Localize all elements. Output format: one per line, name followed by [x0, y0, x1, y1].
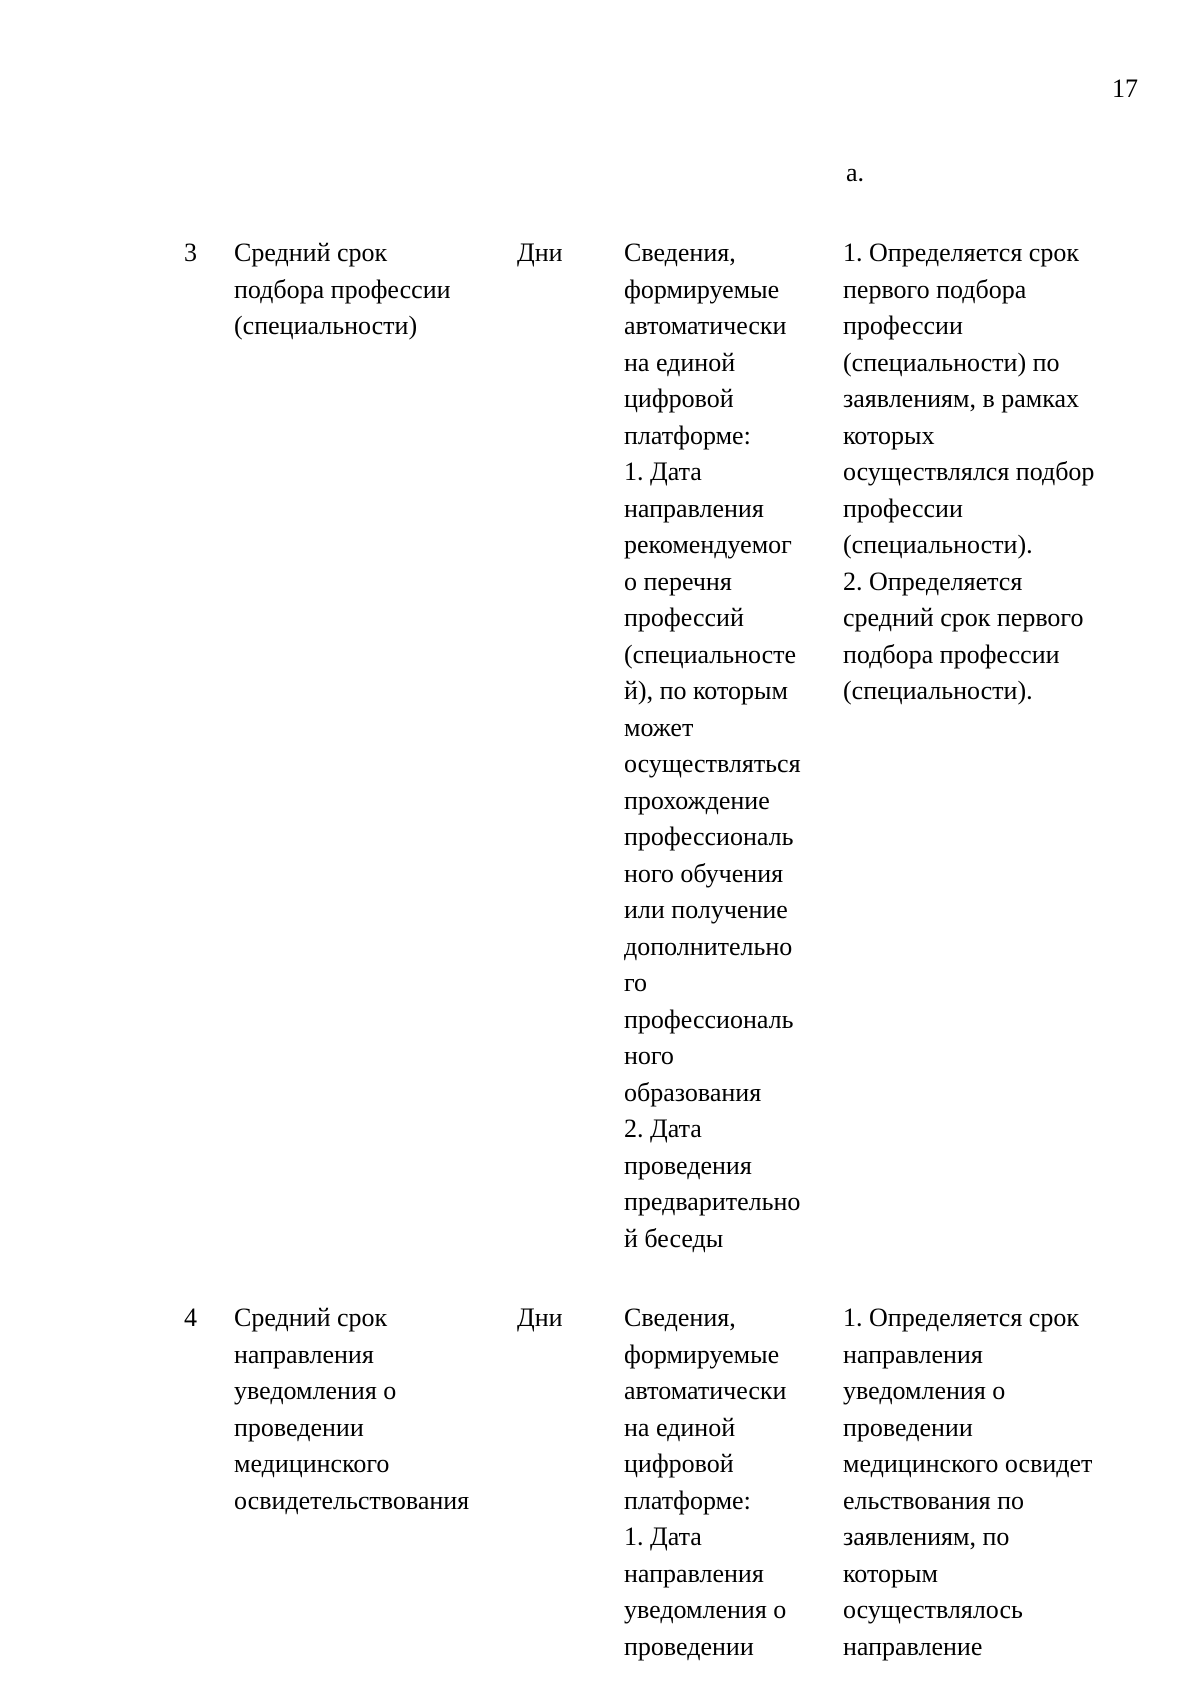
- data-source: Сведения, формируемые автоматически на единой цифровой платформе: 1. Дата направления рекомендуемог о перечня профессий (специальносте й), по которым может осуществляться прохождение профессиональ ного обучения или получение дополнительно го профессиональ ного образования 2. Дата проведения предварительно й беседы: [624, 238, 801, 1253]
- row-number: 3: [184, 238, 197, 267]
- calculation-method: 1. Определяется срок первого подбора профессии (специальности) по заявлениям, в рамках которых осуществлялся подбор профессии (специальности). 2. Определяется средний срок первого подбора профессии (специальности).: [843, 238, 1095, 705]
- indicator-name: Средний срок направления уведомления о проведении медицинского освидетельствования: [234, 1303, 470, 1515]
- data-source: Сведения, формируемые автоматически на единой цифровой платформе: 1. Дата направления уведомления о проведении: [624, 1303, 787, 1661]
- calculation-method: 1. Определяется срок направления уведомления о проведении медицинского освидет ельствования по заявлениям, по которым осуществлялось направление: [843, 1303, 1093, 1661]
- continuation-fragment: а.: [846, 158, 865, 187]
- page-number: 17: [1112, 74, 1138, 103]
- unit-of-measure: Дни: [517, 238, 563, 267]
- indicator-name: Средний срок подбора профессии (специальности): [234, 238, 451, 340]
- unit-of-measure: Дни: [517, 1303, 563, 1332]
- row-number: 4: [184, 1303, 197, 1332]
